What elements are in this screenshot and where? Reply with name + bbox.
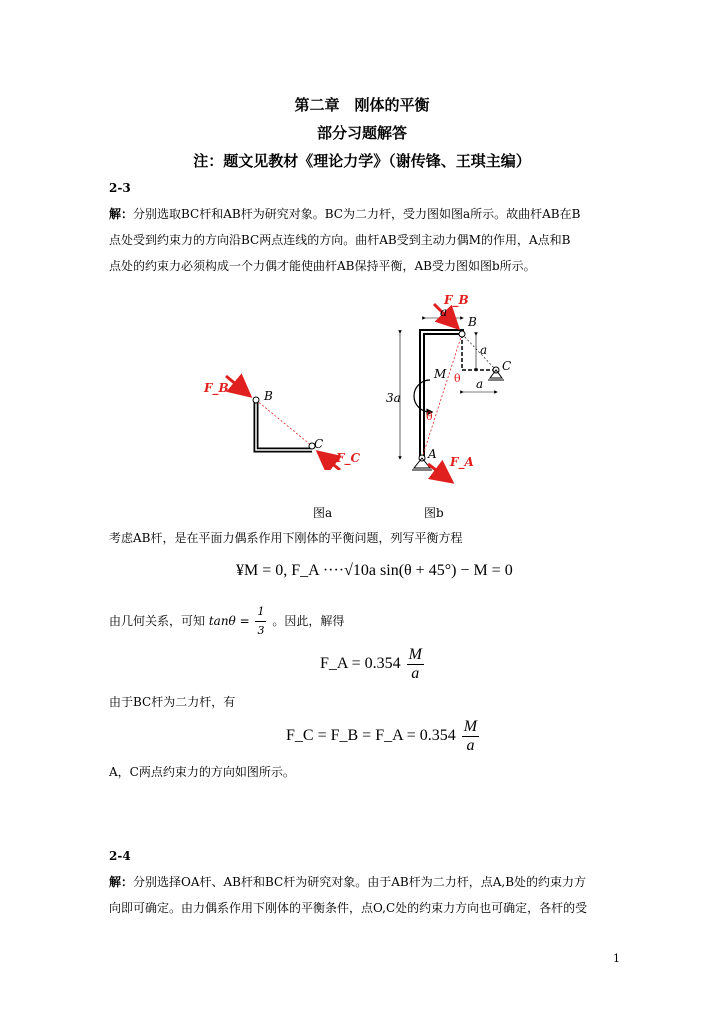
label-fb: F_B: [204, 381, 229, 395]
bc-text: 由于BC杆为二力杆，有: [109, 695, 236, 709]
text-line: 分别选择OA杆、AB杆和BC杆为研究对象。由于AB杆为二力杆，点A,B处的约束力方: [133, 875, 587, 889]
tan-den: 3: [257, 624, 265, 637]
solve-label: 解：: [109, 207, 134, 221]
label-theta-a: θ: [426, 410, 433, 423]
text-line: 分别选取BC杆和AB杆为研究对象。BC为二力杆，受力图如图a所示。故曲杆AB在B: [133, 207, 581, 221]
label-c: C: [502, 359, 512, 373]
chapter-title: 第二章 刚体的平衡: [294, 96, 430, 114]
textbook-note: 注：题文见教材《理论力学》（谢传锋、王琪主编）: [193, 152, 531, 170]
fa-result: [320, 646, 426, 683]
solve-label: 解：: [109, 875, 134, 889]
label-fa: F_A: [450, 455, 474, 469]
line-of-action: [256, 400, 312, 446]
label-theta-b: θ: [454, 372, 461, 385]
label-fc: F_C: [336, 451, 360, 465]
tan-lhs: tanθ =: [208, 614, 250, 628]
label-a-horiz: a: [476, 377, 484, 391]
fc-result: [286, 718, 481, 755]
label-fb: F_B: [444, 293, 469, 307]
frac-den: a: [466, 737, 475, 754]
problem-2-4-text: [109, 869, 617, 921]
label-b: B: [468, 315, 477, 329]
force-arrow-a: [428, 464, 452, 482]
geom-post: 。因此，解得: [272, 614, 345, 628]
frac-den: a: [411, 665, 420, 682]
label-a-top: a: [440, 305, 448, 319]
problem-label-2-3: 2-3: [109, 181, 131, 195]
label-3a: 3a: [386, 391, 401, 405]
pin-b: [253, 397, 259, 403]
figure-a: [200, 370, 360, 470]
frac-num: M: [463, 718, 478, 735]
pin-b: [459, 331, 465, 337]
bc-bent-bar: [256, 400, 312, 450]
fc-lhs: F_C = F_B = F_A = 0.354: [286, 727, 456, 745]
text-line: 点处的约束力必须构成一个力偶才能使曲杆AB保持平衡，AB受力图如图b所示。: [109, 259, 536, 273]
problem-label-2-4: 2-4: [109, 849, 131, 863]
label-a-vert: a: [480, 343, 488, 357]
caption-fig-b: 图b: [424, 506, 444, 520]
problem-2-3-text: [109, 201, 617, 279]
force-arrow-b: [226, 376, 250, 396]
geometry-text: [109, 603, 617, 640]
tan-num: 1: [255, 603, 266, 622]
label-b: B: [264, 389, 273, 403]
conclusion-text: A，C两点约束力的方向如图所示。: [109, 765, 295, 779]
subtitle: 部分习题解答: [316, 124, 407, 142]
frac-num: M: [408, 646, 422, 663]
consider-text: 考虑AB杆，是在平面力偶系作用下刚体的平衡问题，列写平衡方程: [109, 531, 463, 545]
text-line: 向即可确定。由力偶系作用下刚体的平衡条件，点O,C处的约束力方向也可确定，各杆的受: [109, 901, 588, 915]
text-line: 点处受到约束力的方向沿BC两点连线的方向。曲杆AB受到主动力偶M的作用，A点和B: [109, 233, 571, 247]
fa-lhs: F_A = 0.354: [320, 655, 401, 673]
ab-bar: [422, 332, 464, 458]
page-number: 1: [613, 952, 620, 965]
equilibrium-equation: ¥M = 0, F_A ····√10a sin(θ + 45°) − M = 0: [236, 562, 513, 579]
label-a: A: [428, 447, 437, 461]
label-m: M: [434, 367, 447, 381]
line-of-action-bc: [462, 334, 496, 370]
line-of-action-a: [422, 334, 462, 458]
figure-b: [378, 290, 528, 490]
label-c: C: [314, 437, 324, 451]
caption-fig-a: 图a: [313, 506, 333, 520]
geom-pre: 由几何关系，可知: [109, 614, 206, 628]
